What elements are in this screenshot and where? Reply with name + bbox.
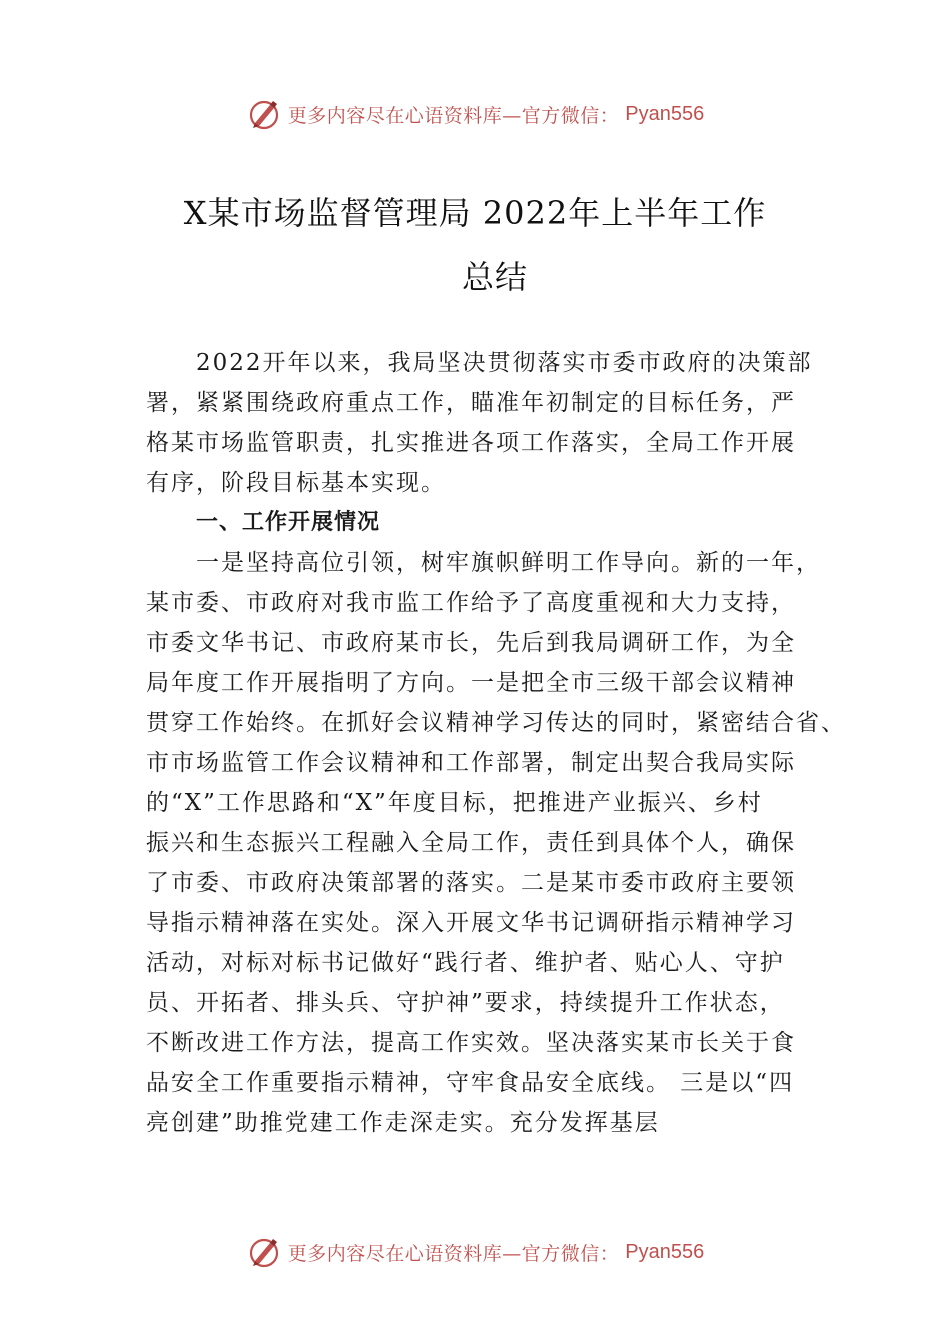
- watermark-wechat-id: Pyan556: [625, 102, 705, 125]
- body-line: 贯穿工作始终。在抓好会议精神学习传达的同时，紧密结合省、: [146, 710, 846, 736]
- body-line: 不断改进工作方法，提高工作实效。坚决落实某市长关于食: [146, 1030, 796, 1056]
- body-line: 了市委、市政府决策部署的落实。二是某市委市政府主要领: [146, 870, 796, 896]
- body-line: 某市委、市政府对我市监工作给予了高度重视和大力支持，: [146, 590, 796, 616]
- watermark-banner-bottom: [0, 1232, 950, 1272]
- pen-logo-icon: [246, 1234, 282, 1270]
- section-heading: 一、工作开展情况: [196, 510, 381, 535]
- body-line: 格某市场监管职责，扎实推进各项工作落实，全局工作开展: [146, 430, 796, 456]
- body-line: 导指示精神落在实处。深入开展文华书记调研指示精神学习: [146, 910, 796, 936]
- document-body: [146, 343, 846, 1143]
- body-line: 员、开拓者、排头兵、守护神”要求，持续提升工作状态，: [146, 990, 785, 1016]
- body-line: 活动，对标对标书记做好“践行者、维护者、贴心人、守护: [146, 950, 785, 976]
- pen-logo-icon: [246, 96, 282, 132]
- watermark-wechat-id: Pyan556: [625, 1240, 705, 1263]
- body-line: 局年度工作开展指明了方向。一是把全市三级干部会议精神: [146, 670, 796, 696]
- body-line: 有序，阶段目标基本实现。: [146, 470, 446, 496]
- body-line: 2022开年以来，我局坚决贯彻落实市委市政府的决策部: [196, 350, 813, 376]
- body-line: 亮创建”助推党建工作走深走实。充分发挥基层: [146, 1110, 660, 1136]
- document-title-line-1: X某市场监督管理局 2022年上半年工作: [183, 194, 767, 232]
- watermark-text: 更多内容尽在心语资料库—官方微信：: [287, 1242, 620, 1265]
- body-line: 署，紧紧围绕政府重点工作，瞄准年初制定的目标任务，严: [146, 390, 796, 416]
- body-line: 振兴和生态振兴工程融入全局工作，责任到具体个人，确保: [146, 830, 796, 856]
- watermark-banner-top: [0, 94, 950, 134]
- body-line: 市委文华书记、市政府某市长，先后到我局调研工作，为全: [146, 630, 796, 656]
- body-line: 的“X”工作思路和“X”年度目标，把推进产业振兴、乡村: [146, 790, 763, 816]
- watermark-text: 更多内容尽在心语资料库—官方微信：: [287, 104, 620, 127]
- document-title-line-2: 总结: [461, 258, 528, 296]
- body-line: 品安全工作重要指示精神，守牢食品安全底线。 三是以“四: [146, 1070, 795, 1096]
- body-line: 一是坚持高位引领，树牢旗帜鲜明工作导向。新的一年，: [196, 550, 821, 576]
- body-line: 市市场监管工作会议精神和工作部署，制定出契合我局实际: [146, 750, 796, 776]
